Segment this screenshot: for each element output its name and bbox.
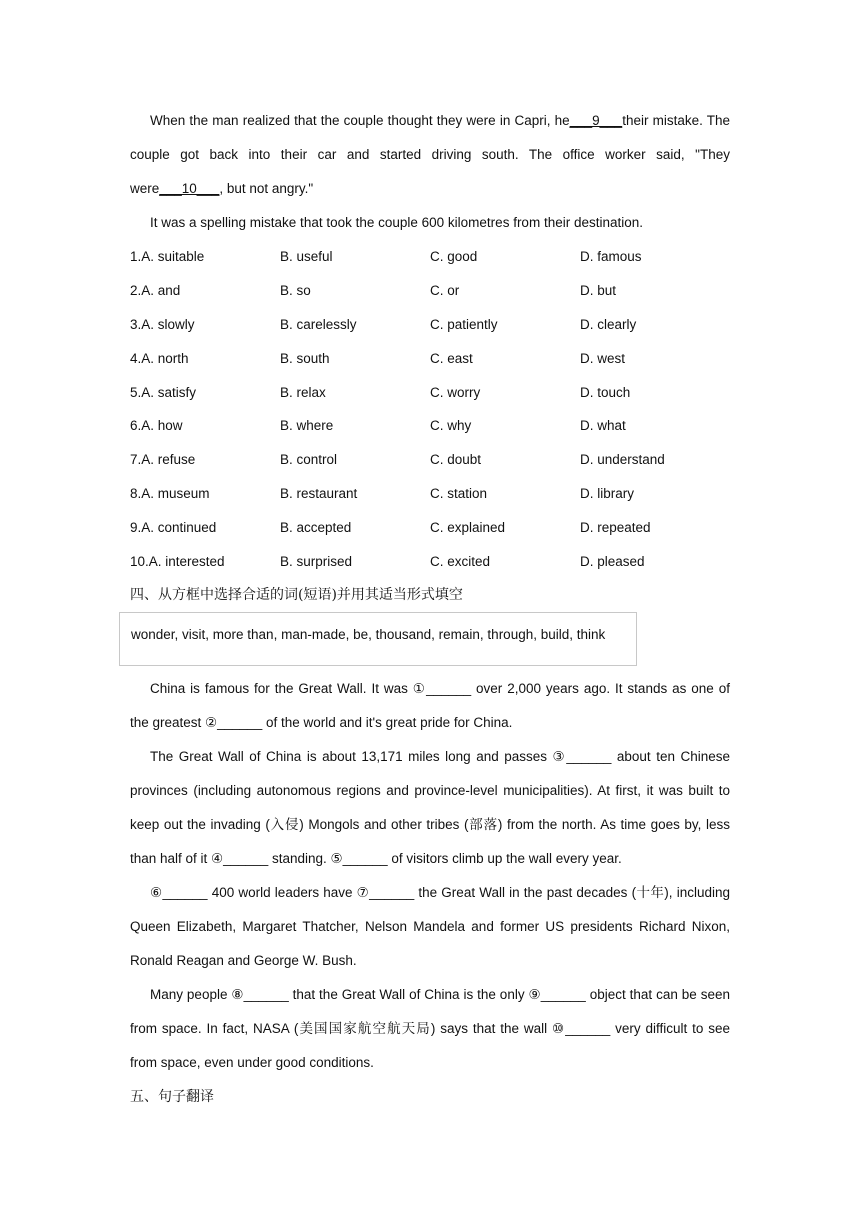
option-d: D. library [580, 485, 635, 501]
word-bank-box: wonder, visit, more than, man-made, be, thousand, remain, through, build, think [119, 612, 637, 666]
option-c: C. worry [430, 384, 481, 400]
option-c: C. patiently [430, 316, 498, 332]
option-c: C. good [430, 249, 478, 265]
option-d: D. pleased [580, 553, 645, 569]
option-a: 10.A. interested [130, 553, 225, 569]
option-row [130, 274, 730, 308]
option-row [130, 308, 730, 342]
option-c: C. explained [430, 519, 506, 535]
blank-9: ___9___ [569, 113, 623, 128]
option-d: D. touch [580, 384, 631, 400]
option-b: B. carelessly [280, 316, 357, 332]
option-a: 8.A. museum [130, 485, 210, 501]
option-a: 3.A. slowly [130, 316, 195, 332]
passage-text: When the man realized that the couple thought they were in Capri, he [150, 113, 570, 128]
option-d: D. west [580, 350, 626, 366]
option-d: D. what [580, 418, 626, 434]
option-c: C. or [430, 283, 460, 299]
option-c: C. why [430, 418, 472, 434]
options-list [130, 240, 730, 578]
option-b: B. relax [280, 384, 326, 400]
option-a: 4.A. north [130, 350, 189, 366]
section-5-heading: 五、句子翻译 [130, 1088, 214, 1105]
passage-text: their mistake. The couple got back into their car and started driving south. The office worker said, "They were [130, 113, 731, 196]
option-d: D. but [580, 283, 617, 299]
option-row [130, 443, 730, 477]
passage-paragraph: It was a spelling mistake that took the couple 600 kilometres from their destination. [150, 215, 644, 230]
section4-paragraph: ⑥______ 400 world leaders have ⑦______ the Great Wall in the past decades (十年), including Queen Elizabeth, Margaret Thatcher, Nelson Mandela and former US presidents Richard Nixon, Ronald Reagan and George W. Bush. [130, 884, 730, 968]
passage-paragraph [130, 104, 730, 206]
option-c: C. east [430, 350, 473, 366]
section4-paragraph: The Great Wall of China is about 13,171 miles long and passes ③______ about ten Chinese provinces (including autonomous regions and province-level municipalities). At first, it was built to keep out the invading (入侵) Mongols and other tribes (部落) from the north. As time goes by, less than half of it ④______ standing. ⑤______ of visitors climb up the wall every year. [130, 748, 730, 866]
option-a: 7.A. refuse [130, 452, 196, 468]
document-page [130, 104, 730, 1114]
option-row [130, 510, 730, 544]
option-d: D. clearly [580, 316, 637, 332]
option-d: D. famous [580, 249, 642, 265]
option-a: 5.A. satisfy [130, 384, 197, 400]
option-d: D. repeated [580, 519, 651, 535]
option-c: C. station [430, 485, 488, 501]
option-a: 1.A. suitable [130, 249, 205, 265]
option-b: B. where [280, 418, 334, 434]
option-a: 9.A. continued [130, 519, 217, 535]
passage-text: , but not angry." [219, 181, 314, 196]
option-b: B. so [280, 283, 311, 299]
option-b: B. control [280, 452, 338, 468]
option-b: B. surprised [280, 553, 353, 569]
option-row [130, 240, 730, 274]
option-row [130, 375, 730, 409]
option-c: C. excited [430, 553, 491, 569]
option-d: D. understand [580, 452, 665, 468]
option-row [130, 477, 730, 511]
option-a: 2.A. and [130, 283, 181, 299]
option-b: B. south [280, 350, 330, 366]
option-b: B. useful [280, 249, 333, 265]
option-row [130, 341, 730, 375]
option-row [130, 409, 730, 443]
option-row [130, 544, 730, 578]
option-b: B. accepted [280, 519, 352, 535]
option-a: 6.A. how [130, 418, 183, 434]
option-c: C. doubt [430, 452, 482, 468]
section-4-heading: 四、从方框中选择合适的词(短语)并用其适当形式填空 [130, 586, 463, 603]
section4-paragraph: Many people ⑧______ that the Great Wall of China is the only ⑨______ object that can be seen from space. In fact, NASA (美国国家航空航天局) says that the wall ⑩______ very difficult to see from space, even under good conditions. [130, 986, 730, 1070]
option-b: B. restaurant [280, 485, 358, 501]
blank-10: ___10___ [159, 181, 220, 196]
section4-paragraph: China is famous for the Great Wall. It was ①______ over 2,000 years ago. It stands as one of the greatest ②______ of the world and it's great pride for China. [130, 680, 730, 730]
